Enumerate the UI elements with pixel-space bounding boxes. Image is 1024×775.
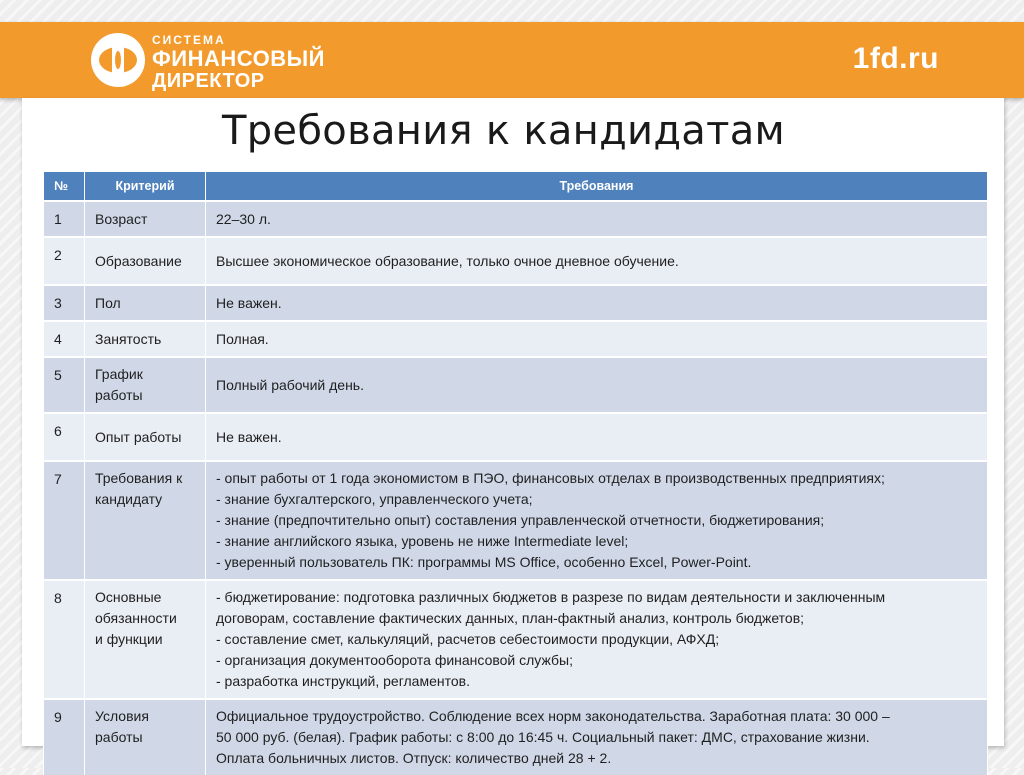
row-number: 8 (44, 580, 85, 699)
row-number: 7 (44, 461, 85, 580)
criterion-line: Занятость (95, 330, 162, 347)
table-row (44, 580, 988, 699)
requirements-cell (206, 699, 988, 775)
requirement-line: - разработка инструкций, регламентов. (216, 673, 470, 689)
criterion-line: Опыт работы (95, 428, 182, 445)
requirements-cell (206, 357, 988, 413)
logo-text-line2: ФИНАНСОВЫЙ (152, 46, 325, 71)
row-number: 1 (44, 201, 85, 237)
column-header-criterion: Критерий (85, 172, 206, 202)
requirement-line: - знание (предпочтительно опыт) составления управленческой отчетности, бюджетирования; (216, 512, 825, 528)
row-number: 6 (44, 413, 85, 461)
requirement-line: Оплата больничных листов. Отпуск: количество дней 28 + 2. (216, 750, 612, 766)
table-row (44, 201, 988, 237)
table-row (44, 237, 988, 285)
requirements-cell (206, 580, 988, 699)
table-header-row (44, 172, 988, 202)
criterion-cell (85, 357, 206, 413)
criterion-cell (85, 461, 206, 580)
table-row (44, 285, 988, 321)
criterion-line: кандидату (95, 491, 163, 507)
requirement-line: - организация документооборота финансовой службы; (216, 652, 573, 668)
criterion-cell (85, 580, 206, 699)
requirement-line: 22–30 л. (216, 210, 271, 227)
requirement-line: Не важен. (216, 294, 282, 311)
requirement-line: договорам, составление фактических данных, план-фактный анализ, контроль бюджетов; (216, 610, 805, 626)
criterion-line: Условия (95, 708, 149, 724)
criterion-line: и функции (95, 631, 163, 647)
requirement-line: - составление смет, калькуляций, расчетов себестоимости продукции, АФХД; (216, 631, 720, 647)
row-number: 5 (44, 357, 85, 413)
row-number: 3 (44, 285, 85, 321)
requirement-line: - уверенный пользователь ПК: программы MS Office, особенно Excel, Power-Point. (216, 554, 752, 570)
logo[interactable] (88, 30, 325, 92)
row-number: 4 (44, 321, 85, 357)
requirement-line: - знание бухгалтерского, управленческого учета; (216, 491, 533, 507)
criterion-line: Образование (95, 252, 182, 269)
table-row (44, 413, 988, 461)
requirement-line: Полный рабочий день. (216, 376, 364, 393)
requirement-line: 50 000 руб. (белая). График работы: с 8:00 до 16:45 ч. Социальный пакет: ДМС, страхование жизни. (216, 729, 870, 745)
requirement-line: Полная. (216, 330, 269, 347)
criterion-cell (85, 285, 206, 321)
criterion-line: обязанности (95, 610, 177, 626)
requirements-cell (206, 201, 988, 237)
requirements-cell (206, 413, 988, 461)
requirement-line: - опыт работы от 1 года экономистом в ПЭО, финансовых отделах в производственных предприятиях; (216, 470, 885, 486)
requirements-cell (206, 461, 988, 580)
criterion-cell (85, 321, 206, 357)
phi-icon (88, 30, 148, 90)
criterion-cell (85, 237, 206, 285)
criterion-line: Основные (95, 589, 162, 605)
requirement-line: Высшее экономическое образование, только очное дневное обучение. (216, 252, 679, 269)
table-row (44, 461, 988, 580)
column-header-number: № (44, 172, 85, 202)
criterion-line: График (95, 366, 143, 382)
requirements-cell (206, 285, 988, 321)
criterion-cell (85, 699, 206, 775)
criterion-line: работы (95, 387, 143, 403)
page-title: Требования к кандидатам (222, 108, 785, 154)
row-number: 9 (44, 699, 85, 775)
table-row (44, 321, 988, 357)
criterion-cell (85, 413, 206, 461)
criterion-line: Возраст (95, 210, 148, 227)
criterion-line: Требования к (95, 470, 183, 486)
logo-text-line1: СИСТЕМА (152, 33, 226, 47)
table-row (44, 699, 988, 775)
requirements-table (43, 171, 988, 775)
header-banner (0, 22, 1024, 98)
requirements-cell (206, 237, 988, 285)
requirement-line: - бюджетирование: подготовка различных бюджетов в разрезе по видам деятельности и заключенным (216, 589, 886, 605)
criterion-line: работы (95, 729, 143, 745)
requirements-cell (206, 321, 988, 357)
site-link[interactable]: 1fd.ru (852, 42, 939, 75)
requirement-line: Официальное трудоустройство. Соблюдение всех норм законодательства. Заработная плата: 30 000 – (216, 708, 890, 724)
column-header-requirements: Требования (206, 172, 988, 202)
requirement-line: - знание английского языка, уровень не ниже Intermediate level; (216, 533, 629, 549)
logo-text-line3: ДИРЕКТОР (152, 70, 265, 92)
table-row (44, 357, 988, 413)
requirement-line: Не важен. (216, 428, 282, 445)
criterion-cell (85, 201, 206, 237)
criterion-line: Пол (95, 294, 121, 311)
row-number: 2 (44, 237, 85, 285)
